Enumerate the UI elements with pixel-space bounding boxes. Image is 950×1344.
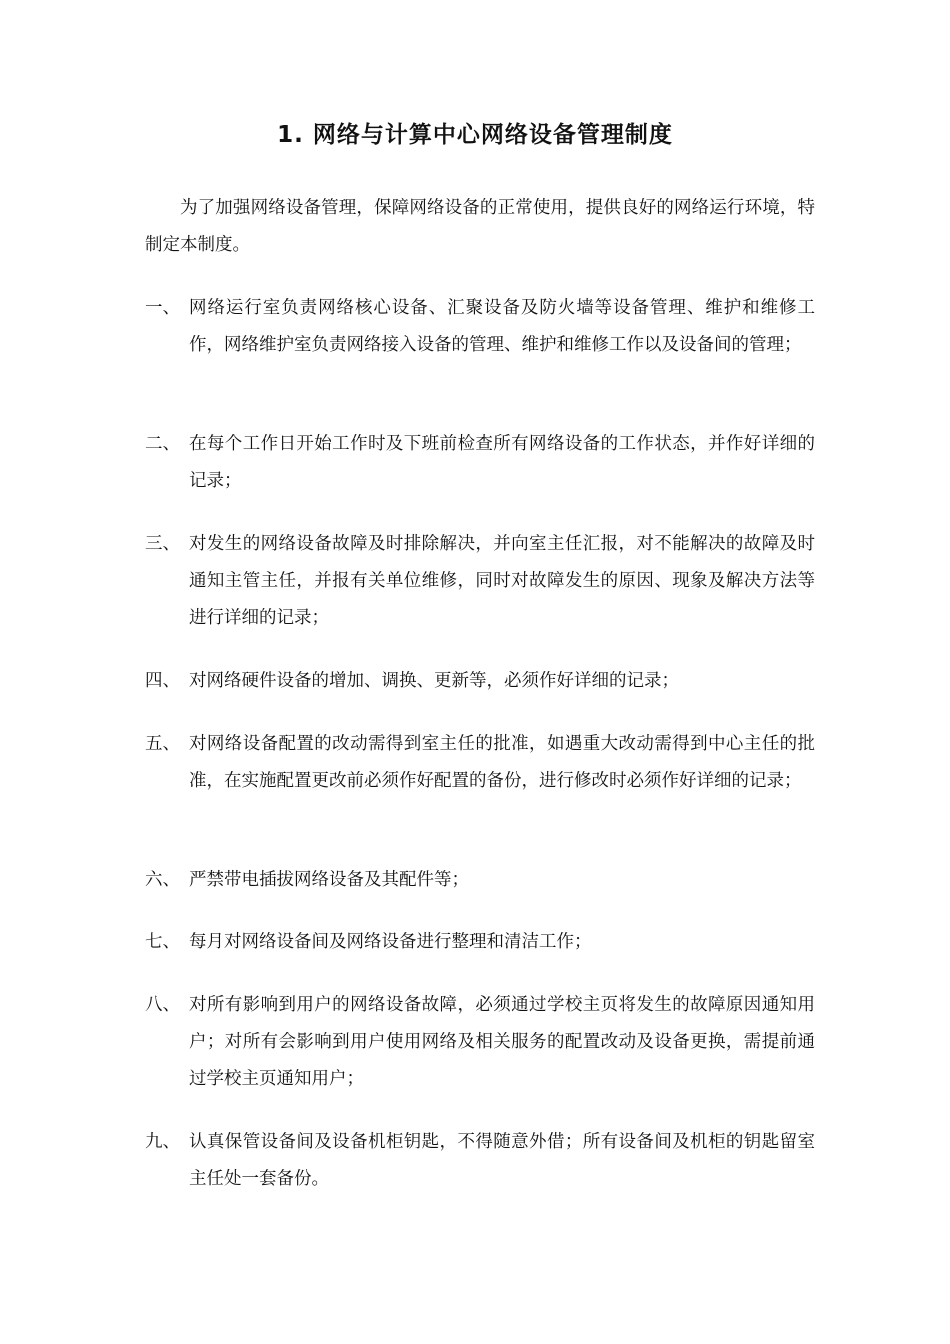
item-number: 二、 [145, 434, 180, 454]
item-text: 每月对网络设备间及网络设备进行整理和清洁工作； [189, 932, 592, 952]
list-item [145, 924, 815, 961]
item-number: 七、 [145, 932, 180, 952]
item-text: 对所有影响到用户的网络设备故障，必须通过学校主页将发生的故障原因通知用户；对所有会影响到用户使用网络及相关服务的配置改动及设备更换，需提前通过学校主页通知用户； [189, 995, 815, 1089]
item-text: 严禁带电插拔网络设备及其配件等； [189, 870, 469, 890]
intro-paragraph: 为了加强网络设备管理，保障网络设备的正常使用，提供良好的网络运行环境，特制定本制度。 [145, 198, 815, 255]
document-title: 1. 网络与计算中心网络设备管理制度 [277, 122, 673, 148]
item-number: 八、 [145, 995, 180, 1015]
item-text: 对发生的网络设备故障及时排除解决，并向室主任汇报，对不能解决的故障及时通知主管主任，并报有关单位维修，同时对故障发生的原因、现象及解决方法等进行详细的记录； [189, 534, 815, 628]
item-number: 九、 [145, 1132, 180, 1152]
item-number: 四、 [145, 671, 180, 691]
list-item [145, 526, 815, 637]
item-number: 一、 [145, 298, 180, 318]
item-text: 对网络设备配置的改动需得到室主任的批准，如遇重大改动需得到中心主任的批准，在实施配置更改前必须作好配置的备份，进行修改时必须作好详细的记录； [189, 734, 815, 791]
item-number: 六、 [145, 870, 180, 890]
list-item [145, 426, 815, 500]
item-text: 对网络硬件设备的增加、调换、更新等，必须作好详细的记录； [189, 671, 679, 691]
item-text: 网络运行室负责网络核心设备、汇聚设备及防火墙等设备管理、维护和维修工作，网络维护室负责网络接入设备的管理、维护和维修工作以及设备间的管理； [189, 298, 815, 355]
list-item [145, 290, 815, 364]
item-text: 认真保管设备间及设备机柜钥匙，不得随意外借；所有设备间及机柜的钥匙留室主任处一套备份。 [189, 1132, 815, 1189]
list-item [145, 1124, 815, 1198]
list-item [145, 663, 815, 700]
item-number: 三、 [145, 534, 180, 554]
list-item [145, 726, 815, 800]
item-text: 在每个工作日开始工作时及下班前检查所有网络设备的工作状态，并作好详细的记录； [189, 434, 815, 491]
list-item [145, 987, 815, 1098]
list-item [145, 862, 815, 899]
item-number: 五、 [145, 734, 180, 754]
